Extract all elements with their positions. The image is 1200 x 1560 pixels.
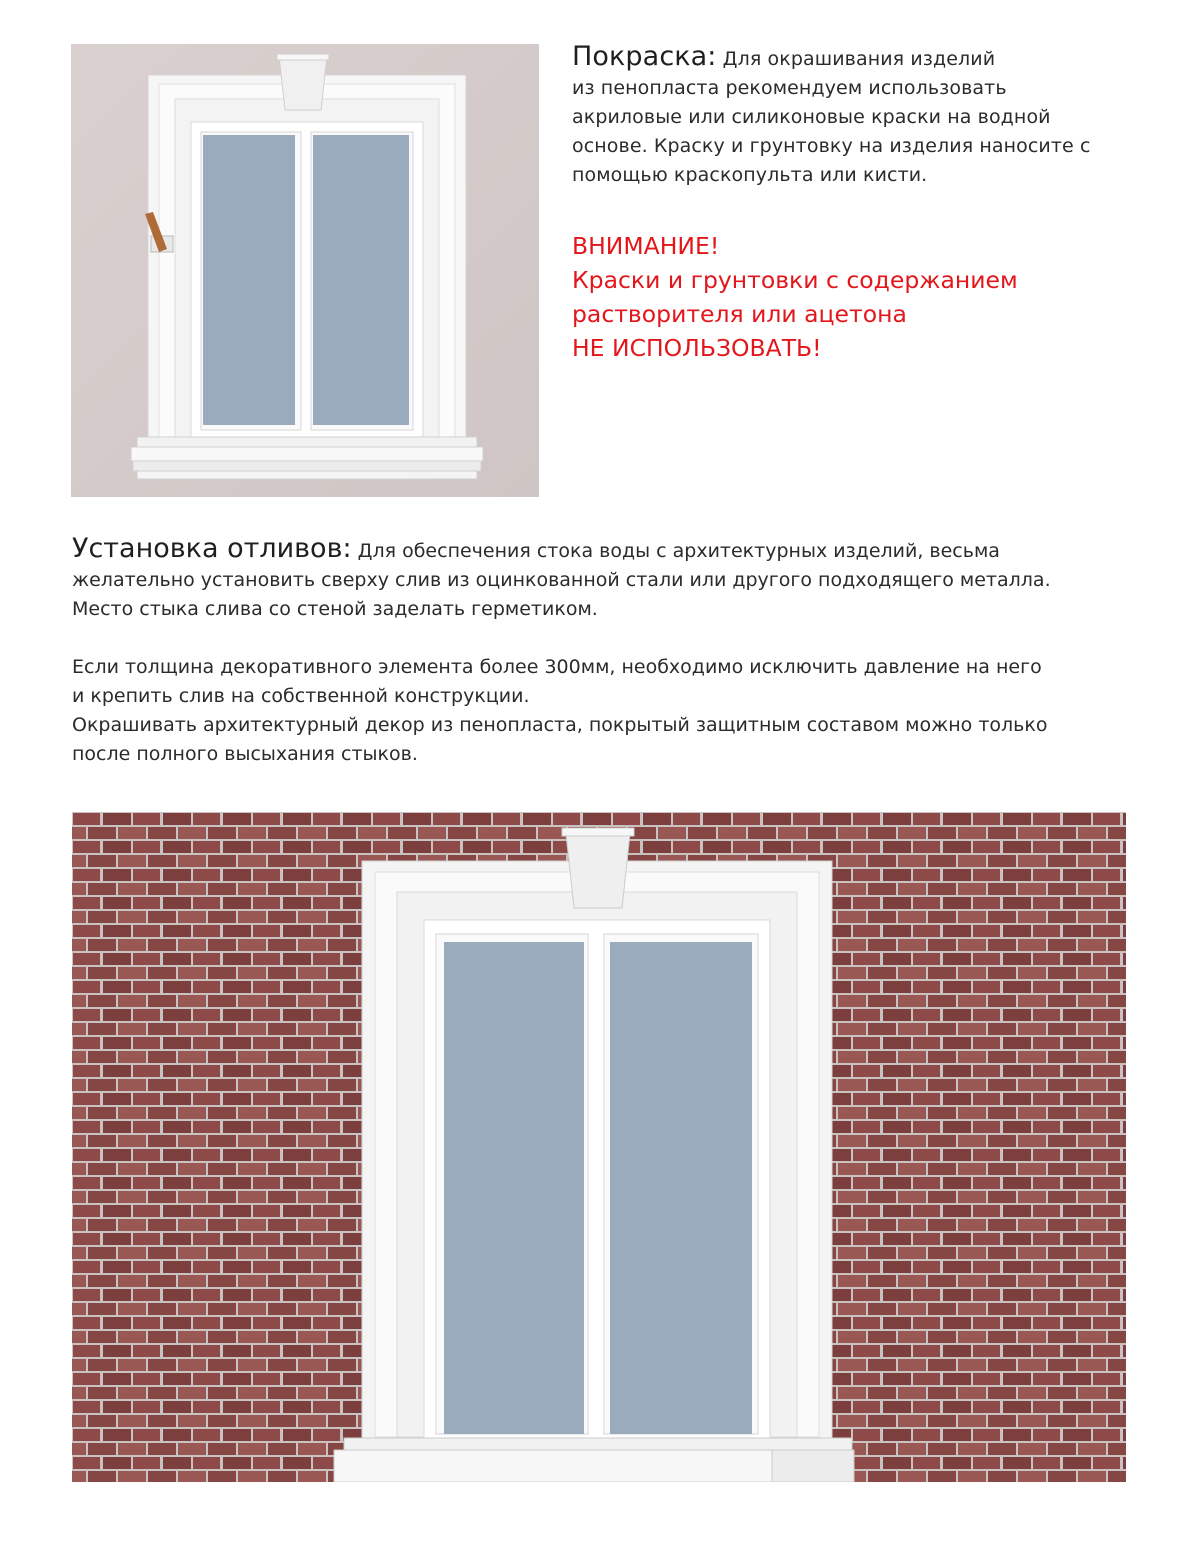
window-brick-illustration: [72, 812, 1126, 1482]
drip-line: Если толщина декоративного элемента более 300мм, необходимо исключить давление на него: [72, 656, 1042, 678]
drip-first-line: Для обеспечения стока воды с архитектурных изделий, весьма: [351, 540, 1000, 562]
painting-line: акриловые или силиконовые краски на водной: [572, 106, 1051, 128]
warning-line: Краски и грунтовки с содержанием: [572, 266, 1018, 294]
drip-paragraph: [72, 534, 1152, 769]
drip-line: Место стыка слива со стеной заделать герметиком.: [72, 598, 598, 620]
drip-line: после полного высыхания стыков.: [72, 743, 418, 765]
painting-line: основе. Краску и грунтовку на изделия наносите с: [572, 135, 1091, 157]
painting-paragraph: [572, 42, 1172, 190]
drip-line: Окрашивать архитектурный декор из пенопласта, покрытый защитным составом можно только: [72, 714, 1048, 736]
drip-heading: Установка отливов:: [72, 533, 352, 564]
painting-line: помощью краскопульта или кисти.: [572, 164, 928, 186]
warning-block: [572, 229, 1172, 365]
painting-heading: Покраска:: [572, 41, 717, 72]
window-paint-illustration: [71, 44, 539, 497]
painting-first-line: Для окрашивания изделий: [716, 48, 996, 70]
drip-line: и крепить слив на собственной конструкции.: [72, 685, 530, 707]
warning-line: растворителя или ацетона: [572, 300, 907, 328]
painting-line: из пенопласта рекомендуем использовать: [572, 77, 1007, 99]
warning-line: НЕ ИСПОЛЬЗОВАТЬ!: [572, 334, 822, 362]
drip-line: желательно установить сверху слив из оцинкованной стали или другого подходящего металла.: [72, 569, 1051, 591]
warning-title: ВНИМАНИЕ!: [572, 232, 720, 260]
